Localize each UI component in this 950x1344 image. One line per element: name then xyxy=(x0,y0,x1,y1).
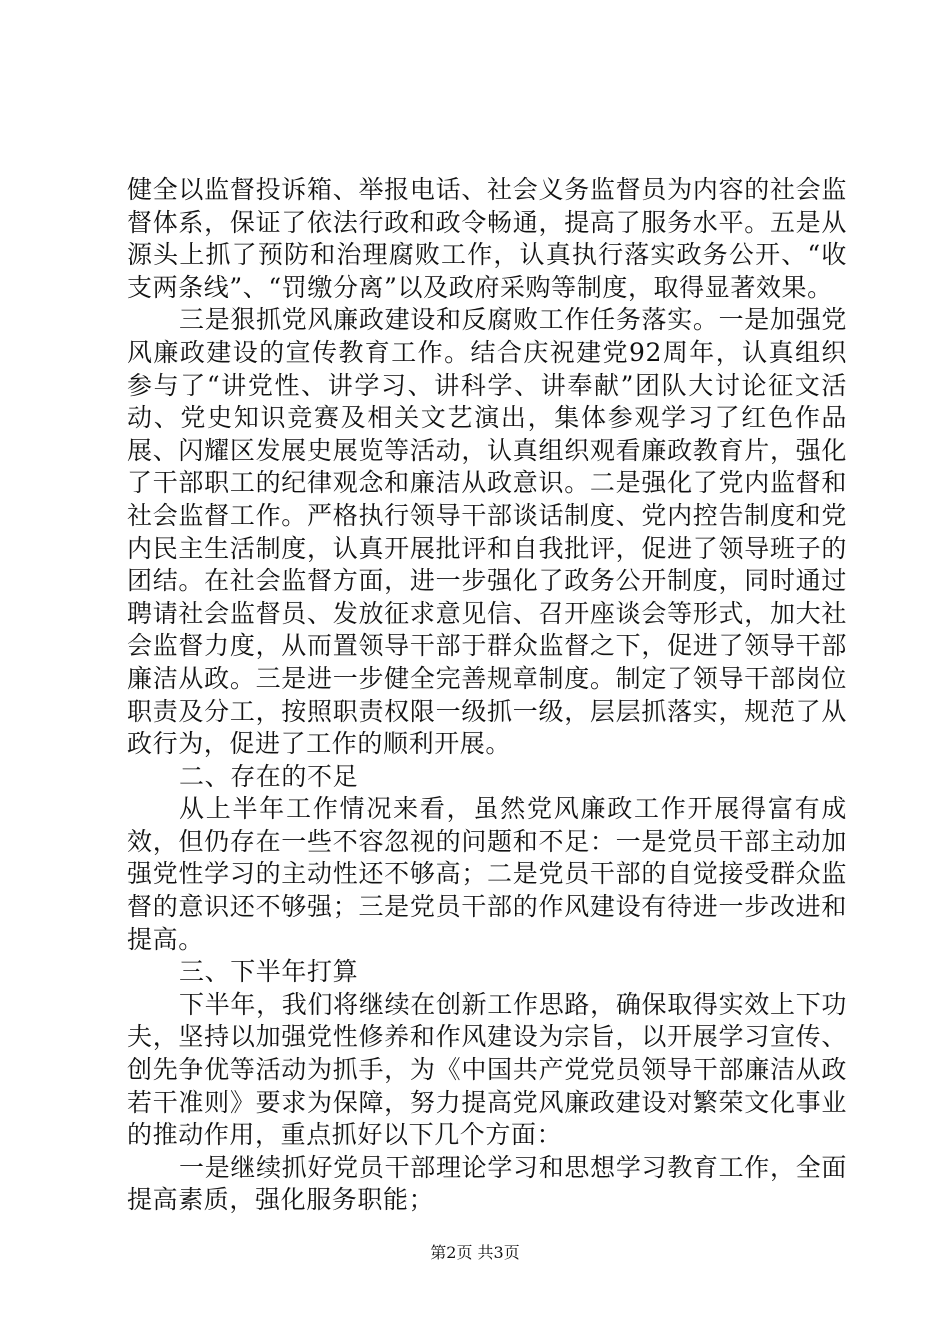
section-heading-shortcomings: 二、存在的不足 xyxy=(179,761,359,791)
paragraph-plan-item-one: 一是继续抓好党员干部理论学习和思想学习教育工作，全面提高素质，强化服务职能； xyxy=(127,1152,847,1215)
paragraph-continuation: 健全以监督投诉箱、举报电话、社会义务监督员为内容的社会监督体系，保证了依法行政和政令畅通，提高了服务水平。五是从源头上抓了预防和治理腐败工作，认真执行落实政务公开、“收支两条线”、“罚缴分离”以及政府采购等制度，取得显著效果。 xyxy=(127,175,847,302)
paragraph-shortcomings: 从上半年工作情况来看，虽然党风廉政工作开展得富有成效，但仍存在一些不容忽视的问题和不足：一是党员干部主动加强党性学习的主动性还不够高；二是党员干部的自觉接受群众监督的意识还不够强；三是党员干部的作风建设有待进一步改进和提高。 xyxy=(127,794,847,954)
paragraph-anti-corruption-tasks: 三是狠抓党风廉政建设和反腐败工作任务落实。一是加强党风廉政建设的宣传教育工作。结合庆祝建党92周年，认真组织参与了“讲党性、讲学习、讲科学、讲奉献”团队大讨论征文活动、党史知识竞赛及相关文艺演出，集体参观学习了红色作品展、闪耀区发展史展览等活动，认真组织观看廉政教育片，强化了干部职工的纪律观念和廉洁从政意识。二是强化了党内监督和社会监督工作。严格执行领导干部谈话制度、党内控告制度和党内民主生活制度，认真开展批评和自我批评，促进了领导班子的团结。在社会监督方面，进一步强化了政务公开制度，同时通过聘请社会监督员、发放征求意见信、召开座谈会等形式，加大社会监督力度，从而置领导干部于群众监督之下，促进了领导干部廉洁从政。三是进一步健全完善规章制度。制定了领导干部岗位职责及分工，按照职责权限一级抓一级，层层抓落实，规范了从政行为，促进了工作的顺利开展。 xyxy=(127,305,847,759)
section-heading-second-half-plan: 三、下半年打算 xyxy=(179,957,359,987)
document-body xyxy=(127,174,847,1217)
paragraph-second-half-plan: 下半年，我们将继续在创新工作思路，确保取得实效上下功夫，坚持以加强党性修养和作风建设为宗旨，以开展学习宣传、创先争优等活动为抓手，为《中国共产党党员领导干部廉洁从政若干准则》要求为保障，努力提高党风廉政建设对繁荣文化事业的推动作用，重点抓好以下几个方面： xyxy=(127,989,847,1150)
page-footer: 第2页 共3页 xyxy=(430,1243,520,1262)
